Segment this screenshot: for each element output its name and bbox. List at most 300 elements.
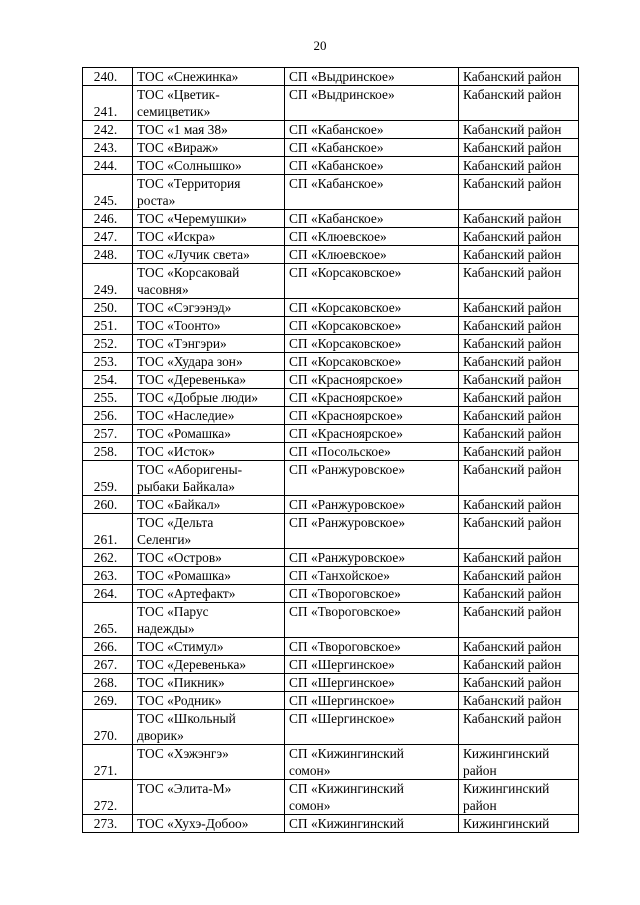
settlement-cell: [285, 210, 459, 228]
row-number-cell: [83, 264, 133, 299]
row-number-cell: [83, 674, 133, 692]
row-number-cell: [83, 656, 133, 674]
row-number-cell-text: 267.: [93, 657, 118, 672]
row-number-cell-text: 249.: [93, 282, 118, 297]
district-cell: [459, 549, 579, 567]
settlement-cell-text: СП «Кабанское»: [289, 158, 384, 173]
tos-name-cell: [133, 656, 285, 674]
row-number-cell: [83, 461, 133, 496]
table-row: [83, 656, 579, 674]
tos-name-cell-text: ТОС «Наследие»: [137, 408, 235, 423]
settlement-cell-text: СП «Ранжуровское»: [289, 550, 406, 565]
district-cell: [459, 603, 579, 638]
table-row: [83, 228, 579, 246]
district-cell-text: Кабанский район: [463, 711, 562, 726]
table-row: [83, 461, 579, 496]
settlement-cell: [285, 407, 459, 425]
table-row: [83, 549, 579, 567]
district-cell: [459, 317, 579, 335]
tos-name-cell-text: ТОС «Школьный дворик»: [137, 711, 236, 743]
row-number-cell-text: 242.: [93, 122, 118, 137]
tos-name-cell-text: ТОС «Элита-М»: [137, 781, 232, 796]
settlement-cell-text: СП «Кабанское»: [289, 122, 384, 137]
district-cell: [459, 656, 579, 674]
row-number-cell-text: 244.: [93, 158, 118, 173]
settlement-cell-text: СП «Твороговское»: [289, 604, 401, 619]
row-number-cell-text: 272.: [93, 798, 118, 813]
row-number-cell: [83, 299, 133, 317]
tos-name-cell: [133, 228, 285, 246]
row-number-cell: [83, 745, 133, 780]
row-number-cell: [83, 210, 133, 228]
tos-name-cell-text: ТОС «Остров»: [137, 550, 222, 565]
tos-name-cell: [133, 335, 285, 353]
settlement-cell-text: СП «Ранжуровское»: [289, 462, 406, 477]
row-number-cell-text: 246.: [93, 211, 118, 226]
table-row: [83, 317, 579, 335]
tos-name-cell: [133, 461, 285, 496]
table-row: [83, 496, 579, 514]
tos-name-cell: [133, 407, 285, 425]
district-cell-text: Кабанский район: [463, 336, 562, 351]
settlement-cell: [285, 496, 459, 514]
row-number-cell-text: 257.: [93, 426, 118, 441]
settlement-cell-text: СП «Кабанское»: [289, 211, 384, 226]
row-number-cell-text: 255.: [93, 390, 118, 405]
settlement-cell: [285, 443, 459, 461]
tos-name-cell-text: ТОС «Снежинка»: [137, 69, 239, 84]
settlement-cell: [285, 246, 459, 264]
table-row: [83, 514, 579, 549]
table-row: [83, 638, 579, 656]
settlement-cell: [285, 567, 459, 585]
settlement-cell-text: СП «Шергинское»: [289, 693, 395, 708]
settlement-cell-text: СП «Ранжуровское»: [289, 497, 406, 512]
tos-name-cell-text: ТОС «Тоонто»: [137, 318, 221, 333]
row-number-cell: [83, 139, 133, 157]
row-number-cell-text: 240.: [93, 69, 118, 84]
row-number-cell-text: 262.: [93, 550, 118, 565]
tos-name-cell: [133, 585, 285, 603]
district-cell-text: Кабанский район: [463, 69, 562, 84]
tos-name-cell-text: ТОС «Черемушки»: [137, 211, 247, 226]
row-number-cell-text: 273.: [93, 816, 118, 831]
tos-name-cell-text: ТОС «Парус надежды»: [137, 604, 209, 636]
settlement-cell-text: СП «Корсаковское»: [289, 354, 402, 369]
district-cell: [459, 674, 579, 692]
settlement-cell: [285, 638, 459, 656]
district-cell-text: Кабанский район: [463, 158, 562, 173]
row-number-cell: [83, 692, 133, 710]
row-number-cell: [83, 121, 133, 139]
tos-name-cell-text: ТОС «Территория роста»: [137, 176, 241, 208]
tos-name-cell-text: ТОС «Стимул»: [137, 639, 224, 654]
table-row: [83, 585, 579, 603]
tos-name-cell: [133, 443, 285, 461]
row-number-cell-text: 252.: [93, 336, 118, 351]
district-cell-text: Кабанский район: [463, 354, 562, 369]
district-cell-text: Кабанский район: [463, 426, 562, 441]
district-cell: [459, 425, 579, 443]
row-number-cell: [83, 175, 133, 210]
district-cell: [459, 745, 579, 780]
row-number-cell-text: 271.: [93, 763, 118, 778]
settlement-cell: [285, 549, 459, 567]
row-number-cell: [83, 443, 133, 461]
tos-name-cell: [133, 674, 285, 692]
settlement-cell-text: СП «Выдринское»: [289, 69, 395, 84]
tos-name-cell-text: ТОС «Добрые люди»: [137, 390, 259, 405]
tos-name-cell-text: ТОС «Худара зон»: [137, 354, 243, 369]
settlement-cell: [285, 692, 459, 710]
settlement-cell-text: СП «Кижингинский: [289, 816, 404, 831]
tos-name-cell: [133, 121, 285, 139]
tos-name-cell: [133, 389, 285, 407]
settlement-cell-text: СП «Корсаковское»: [289, 300, 402, 315]
settlement-cell-text: СП «Твороговское»: [289, 586, 401, 601]
district-cell: [459, 157, 579, 175]
tos-name-cell-text: ТОС «Аборигены- рыбаки Байкала»: [137, 462, 243, 494]
tos-name-cell: [133, 246, 285, 264]
tos-name-cell: [133, 317, 285, 335]
district-cell-text: Кабанский район: [463, 675, 562, 690]
row-number-cell-text: 253.: [93, 354, 118, 369]
settlement-cell: [285, 674, 459, 692]
settlement-cell: [285, 710, 459, 745]
settlement-cell-text: СП «Корсаковское»: [289, 265, 402, 280]
district-cell: [459, 86, 579, 121]
district-cell-text: Кабанский район: [463, 211, 562, 226]
tos-name-cell: [133, 549, 285, 567]
settlement-cell-text: СП «Шергинское»: [289, 711, 395, 726]
row-number-cell: [83, 246, 133, 264]
row-number-cell: [83, 425, 133, 443]
row-number-cell: [83, 514, 133, 549]
tos-name-cell: [133, 514, 285, 549]
settlement-cell: [285, 299, 459, 317]
settlement-cell-text: СП «Кижингинский сомон»: [289, 746, 404, 778]
table-row: [83, 157, 579, 175]
tos-name-cell-text: ТОС «Ромашка»: [137, 426, 231, 441]
settlement-cell-text: СП «Клюевское»: [289, 247, 387, 262]
row-number-cell-text: 266.: [93, 639, 118, 654]
district-cell-text: Кабанский район: [463, 140, 562, 155]
settlement-cell: [285, 121, 459, 139]
table-row: [83, 389, 579, 407]
district-cell-text: Кабанский район: [463, 497, 562, 512]
district-cell-text: Кабанский район: [463, 604, 562, 619]
tos-name-cell: [133, 710, 285, 745]
district-cell: [459, 514, 579, 549]
row-number-cell: [83, 815, 133, 833]
district-cell-text: Кабанский район: [463, 568, 562, 583]
row-number-cell-text: 263.: [93, 568, 118, 583]
settlement-cell: [285, 745, 459, 780]
tos-name-cell-text: ТОС «Солнышко»: [137, 158, 242, 173]
settlement-cell: [285, 335, 459, 353]
row-number-cell: [83, 549, 133, 567]
district-cell-text: Кижингинский район: [463, 746, 550, 778]
registry-table-body: [83, 68, 579, 833]
table-row: [83, 264, 579, 299]
table-row: [83, 86, 579, 121]
district-cell-text: Кабанский район: [463, 586, 562, 601]
settlement-cell-text: СП «Клюевское»: [289, 229, 387, 244]
district-cell-text: Кабанский район: [463, 462, 562, 477]
tos-name-cell: [133, 780, 285, 815]
district-cell-text: Кабанский район: [463, 550, 562, 565]
row-number-cell-text: 243.: [93, 140, 118, 155]
tos-name-cell-text: ТОС «Деревенька»: [137, 657, 247, 672]
table-row: [83, 443, 579, 461]
district-cell: [459, 121, 579, 139]
table-row: [83, 371, 579, 389]
tos-name-cell-text: ТОС «Ромашка»: [137, 568, 231, 583]
row-number-cell: [83, 86, 133, 121]
tos-name-cell-text: ТОС «Дельта Селенги»: [137, 515, 214, 547]
row-number-cell-text: 259.: [93, 479, 118, 494]
settlement-cell: [285, 175, 459, 210]
settlement-cell: [285, 585, 459, 603]
tos-name-cell-text: ТОС «Искра»: [137, 229, 216, 244]
row-number-cell-text: 251.: [93, 318, 118, 333]
district-cell: [459, 780, 579, 815]
row-number-cell-text: 250.: [93, 300, 118, 315]
row-number-cell-text: 247.: [93, 229, 118, 244]
tos-name-cell: [133, 692, 285, 710]
row-number-cell: [83, 389, 133, 407]
tos-name-cell-text: ТОС «Цветик- семицветик»: [137, 87, 220, 119]
district-cell: [459, 461, 579, 496]
settlement-cell: [285, 780, 459, 815]
district-cell-text: Кабанский район: [463, 693, 562, 708]
tos-name-cell: [133, 353, 285, 371]
tos-name-cell-text: ТОС «Корсаковай часовня»: [137, 265, 240, 297]
settlement-cell: [285, 228, 459, 246]
district-cell: [459, 246, 579, 264]
district-cell-text: Кабанский район: [463, 390, 562, 405]
settlement-cell: [285, 514, 459, 549]
district-cell-text: Кабанский район: [463, 87, 562, 102]
row-number-cell-text: 256.: [93, 408, 118, 423]
district-cell: [459, 407, 579, 425]
district-cell-text: Кабанский район: [463, 372, 562, 387]
settlement-cell-text: СП «Посольское»: [289, 444, 391, 459]
tos-name-cell-text: ТОС «Сэгээнэд»: [137, 300, 232, 315]
settlement-cell: [285, 371, 459, 389]
tos-name-cell: [133, 567, 285, 585]
settlement-cell-text: СП «Корсаковское»: [289, 318, 402, 333]
tos-name-cell: [133, 638, 285, 656]
district-cell-text: Кабанский район: [463, 318, 562, 333]
row-number-cell-text: 241.: [93, 104, 118, 119]
tos-name-cell-text: ТОС «Тэнгэри»: [137, 336, 227, 351]
row-number-cell: [83, 603, 133, 638]
district-cell: [459, 139, 579, 157]
settlement-cell: [285, 461, 459, 496]
row-number-cell-text: 258.: [93, 444, 118, 459]
district-cell-text: Кабанский район: [463, 444, 562, 459]
district-cell: [459, 371, 579, 389]
registry-table: [82, 67, 579, 833]
tos-name-cell: [133, 371, 285, 389]
district-cell: [459, 389, 579, 407]
row-number-cell-text: 269.: [93, 693, 118, 708]
district-cell-text: Кабанский район: [463, 639, 562, 654]
district-cell: [459, 710, 579, 745]
row-number-cell: [83, 567, 133, 585]
tos-name-cell-text: ТОС «Байкал»: [137, 497, 221, 512]
tos-name-cell-text: ТОС «Деревенька»: [137, 372, 247, 387]
district-cell: [459, 443, 579, 461]
table-row: [83, 246, 579, 264]
table-row: [83, 815, 579, 833]
district-cell-text: Кабанский район: [463, 247, 562, 262]
row-number-cell-text: 264.: [93, 586, 118, 601]
row-number-cell: [83, 371, 133, 389]
row-number-cell: [83, 710, 133, 745]
district-cell-text: Кижингинский район: [463, 781, 550, 813]
tos-name-cell: [133, 264, 285, 299]
settlement-cell: [285, 815, 459, 833]
district-cell-text: Кабанский район: [463, 300, 562, 315]
table-row: [83, 780, 579, 815]
settlement-cell: [285, 264, 459, 299]
tos-name-cell-text: ТОС «Родник»: [137, 693, 222, 708]
settlement-cell-text: СП «Красноярское»: [289, 408, 403, 423]
table-row: [83, 121, 579, 139]
table-row: [83, 299, 579, 317]
table-row: [83, 710, 579, 745]
district-cell-text: Кабанский район: [463, 122, 562, 137]
row-number-cell-text: 260.: [93, 497, 118, 512]
row-number-cell: [83, 638, 133, 656]
tos-name-cell-text: ТОС «Артефакт»: [137, 586, 236, 601]
settlement-cell: [285, 353, 459, 371]
tos-name-cell: [133, 425, 285, 443]
row-number-cell-text: 254.: [93, 372, 118, 387]
district-cell-text: Кабанский район: [463, 229, 562, 244]
tos-name-cell: [133, 603, 285, 638]
table-row: [83, 745, 579, 780]
table-row: [83, 335, 579, 353]
district-cell: [459, 585, 579, 603]
settlement-cell-text: СП «Танхойское»: [289, 568, 390, 583]
table-row: [83, 674, 579, 692]
settlement-cell: [285, 157, 459, 175]
table-row: [83, 603, 579, 638]
settlement-cell: [285, 139, 459, 157]
tos-name-cell: [133, 68, 285, 86]
row-number-cell: [83, 317, 133, 335]
tos-name-cell: [133, 86, 285, 121]
tos-name-cell-text: ТОС «1 мая 38»: [137, 122, 228, 137]
table-row: [83, 68, 579, 86]
district-cell: [459, 496, 579, 514]
district-cell-text: Кабанский район: [463, 265, 562, 280]
settlement-cell-text: СП «Выдринское»: [289, 87, 395, 102]
tos-name-cell: [133, 210, 285, 228]
page-number: 20: [313, 38, 327, 53]
district-cell: [459, 264, 579, 299]
table-row: [83, 692, 579, 710]
tos-name-cell-text: ТОС «Лучик света»: [137, 247, 250, 262]
district-cell: [459, 638, 579, 656]
row-number-cell-text: 270.: [93, 728, 118, 743]
settlement-cell-text: СП «Красноярское»: [289, 426, 403, 441]
district-cell: [459, 353, 579, 371]
row-number-cell: [83, 157, 133, 175]
settlement-cell-text: СП «Кабанское»: [289, 176, 384, 191]
district-cell: [459, 175, 579, 210]
district-cell-text: Кабанский район: [463, 515, 562, 530]
district-cell: [459, 567, 579, 585]
tos-name-cell: [133, 745, 285, 780]
settlement-cell: [285, 389, 459, 407]
district-cell-text: Кабанский район: [463, 176, 562, 191]
row-number-cell: [83, 407, 133, 425]
settlement-cell-text: СП «Красноярское»: [289, 372, 403, 387]
settlement-cell-text: СП «Кижингинский сомон»: [289, 781, 404, 813]
settlement-cell: [285, 68, 459, 86]
tos-name-cell-text: ТОС «Пикник»: [137, 675, 225, 690]
settlement-cell: [285, 317, 459, 335]
settlement-cell: [285, 425, 459, 443]
settlement-cell-text: СП «Корсаковское»: [289, 336, 402, 351]
district-cell: [459, 210, 579, 228]
settlement-cell-text: СП «Твороговское»: [289, 639, 401, 654]
row-number-cell: [83, 780, 133, 815]
table-row: [83, 210, 579, 228]
tos-name-cell: [133, 496, 285, 514]
settlement-cell: [285, 86, 459, 121]
row-number-cell-text: 268.: [93, 675, 118, 690]
settlement-cell-text: СП «Кабанское»: [289, 140, 384, 155]
district-cell: [459, 335, 579, 353]
tos-name-cell-text: ТОС «Исток»: [137, 444, 215, 459]
settlement-cell-text: СП «Шергинское»: [289, 657, 395, 672]
district-cell: [459, 299, 579, 317]
tos-name-cell-text: ТОС «Вираж»: [137, 140, 219, 155]
settlement-cell-text: СП «Шергинское»: [289, 675, 395, 690]
table-row: [83, 353, 579, 371]
table-row: [83, 407, 579, 425]
row-number-cell-text: 248.: [93, 247, 118, 262]
district-cell: [459, 692, 579, 710]
settlement-cell-text: СП «Ранжуровское»: [289, 515, 406, 530]
row-number-cell: [83, 335, 133, 353]
tos-name-cell: [133, 175, 285, 210]
row-number-cell: [83, 228, 133, 246]
row-number-cell-text: 245.: [93, 193, 118, 208]
tos-name-cell: [133, 139, 285, 157]
tos-name-cell-text: ТОС «Хухэ-Добоо»: [137, 816, 249, 831]
settlement-cell: [285, 603, 459, 638]
row-number-cell: [83, 496, 133, 514]
row-number-cell-text: 261.: [93, 532, 118, 547]
settlement-cell: [285, 656, 459, 674]
district-cell-text: Кижингинский: [463, 816, 550, 831]
table-row: [83, 175, 579, 210]
settlement-cell-text: СП «Красноярское»: [289, 390, 403, 405]
table-row: [83, 425, 579, 443]
district-cell: [459, 228, 579, 246]
tos-name-cell: [133, 299, 285, 317]
table-row: [83, 567, 579, 585]
district-cell-text: Кабанский район: [463, 408, 562, 423]
tos-name-cell: [133, 815, 285, 833]
district-cell: [459, 815, 579, 833]
